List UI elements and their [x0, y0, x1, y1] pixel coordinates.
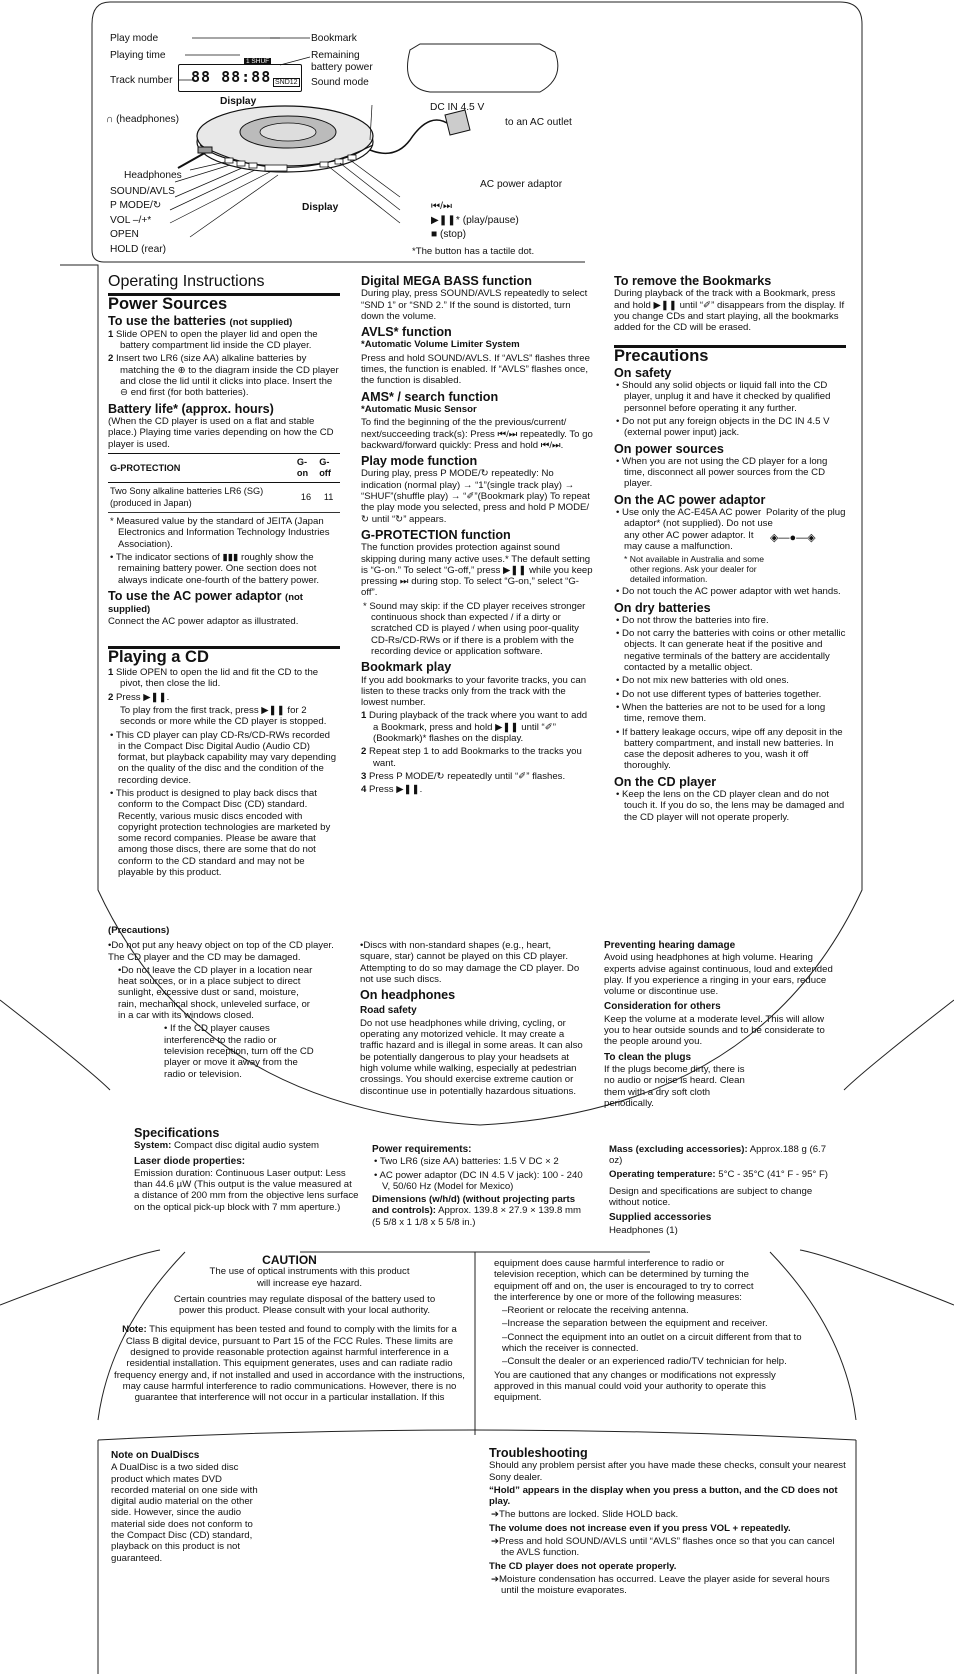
caution-heading: CAUTION — [262, 1253, 317, 1267]
headphones-heading: On headphones — [360, 988, 456, 1003]
power-req-item: • Two LR6 (size AA) batteries: 1.5 V DC × 2 — [374, 1156, 559, 1168]
mass — [609, 1144, 839, 1167]
ams-subtitle: *Automatic Music Sensor — [361, 403, 477, 415]
safety-item-text: Do not put any foreign objects in the DC IN 4.5 V (external power input) jack. — [622, 415, 830, 439]
battery-step-2-text: Insert two LR6 (size AA) alkaline batteries by matching the ⊕ to the diagram inside the CD player and close the lid until it clicks into place. Insert the ⊖ end first (for both batteries). — [116, 353, 339, 399]
design-note: Design and specifications are subject to change without notice. — [609, 1185, 813, 1209]
play-mode-heading: Play mode function — [361, 454, 478, 469]
use-batteries-heading — [108, 313, 340, 328]
ams-heading: AMS* / search function — [361, 389, 499, 404]
safety-heading: On safety — [614, 365, 672, 380]
specs-system — [134, 1140, 359, 1151]
others-heading: Consideration for others — [604, 1001, 721, 1013]
ac-adaptor-sub-heading: On the AC power adaptor — [614, 492, 766, 507]
play-step-1-text: Slide OPEN to open the lid and fit the CD to the pivot, then close the lid. — [116, 667, 319, 690]
hearing-heading: Preventing hearing damage — [604, 940, 736, 951]
clean-plugs-text: If the plugs become dirty, there is no audio or noise is heard. Clean them with a dry soft cloth periodically. — [604, 1063, 745, 1109]
ac-adaptor-title: To use the AC power adaptor — [108, 588, 282, 603]
prec-location: •Do not leave the CD player in a location near heat sources, or in a place subject to direct sunlight, excessive dust or sand, moisture, rain, mechanical shock, unleveled surface, or in a car with its windows closed. — [118, 964, 313, 1022]
battery-life-table — [108, 453, 340, 513]
play-step-1: 1 Slide OPEN to open the lid and fit the CD to the pivot, then close the lid. — [108, 667, 319, 690]
fcc-measure: –Consult the dealer or an experienced radio/TV technician for help. — [502, 1356, 787, 1368]
fcc-note-text: This equipment has been tested and found to comply with the limits for a Class B digital device, pursuant to Part 15 of the FCC Rules. These limits are designed to provide reasonable protection against harmful interference in a residential installation. This equipment generates, uses and can radiate radio frequency energy and, if not installed and used in accordance with the instructions, may cause harmful interference to radio communications. However, there is no guarantee that interference will not occur in a particular installation. If this — [114, 1324, 465, 1404]
power-item-text: When you are not using the CD player for a long time, disconnect all power sources from the CD player. — [622, 455, 828, 490]
precautions-continued-left — [108, 925, 338, 1082]
hearing-text: Avoid using headphones at high volume. Hearing experts advise against continuous, loud and extended play. If you experience a ringing in your ears, reduce volume or discontinue use. — [604, 952, 833, 998]
label-to-outlet: to an AC outlet — [505, 117, 572, 128]
table-header-cell: G-off — [317, 453, 340, 483]
dimensions-value: Approx. 139.8 × 27.9 × 139.8 mm (5 5/8 x 1 1/8 x 5 5/8 in.) — [372, 1205, 582, 1228]
temperature-value: 5°C - 35°C (41° F - 95° F) — [718, 1168, 829, 1180]
caution-right — [494, 1258, 814, 1406]
accessories-text: Headphones (1) — [609, 1224, 678, 1236]
others-text: Keep the volume at a moderate level. This will allow you to hear outside sounds and to be considerate to the people around you. — [604, 1013, 825, 1048]
bookmark-step-3-text: Press P MODE/↻ repeatedly until “✐” flashes. — [369, 770, 566, 782]
trouble-question: “Hold” appears in the display when you press a button, and the CD does not play. — [489, 1484, 838, 1508]
g-protection-text: The function provides protection against sound skipping during many active uses.* The default setting is “G-on.” To select “G-off,” press ▶❚❚ while you keep pressing ⏭ during stop. To select “G-on,” select “G-off”. — [361, 542, 593, 599]
trouble-answer: ➔Moisture condensation has occurred. Leave the player aside for several hours until the moisture evaporates. — [491, 1573, 830, 1597]
lcd-digits: 88 88:88 — [191, 68, 272, 86]
specs-left — [134, 1128, 359, 1215]
battery-item-text: If battery leakage occurs, wipe off any deposit in the battery compartment, and install new batteries. In case the deposit adheres to you, wash it off thoroughly. — [622, 726, 843, 772]
ac-item-text: Use only the AC-E45A AC power adaptor* (not supplied). Do not use any other AC power adaptor. It may cause a malfunction. — [622, 507, 773, 552]
table-cell: Two Sony alkaline batteries LR6 (SG) (produced in Japan) — [108, 483, 295, 513]
label-ac-adaptor: AC power adaptor — [480, 179, 563, 190]
table-header-cell: G-on — [295, 453, 317, 483]
precautions-label: (Precautions) — [108, 925, 170, 936]
polarity-label: Polarity of the plug — [766, 507, 846, 519]
cd-item: • Keep the lens on the CD player clean and do not touch it. If you do so, the lens may be damaged and the CD player will not operate properly. — [616, 788, 845, 823]
ac-item: • Do not touch the AC power adaptor with wet hands. — [616, 586, 841, 598]
power-req-item: • AC power adaptor (DC IN 4.5 V jack): 100 - 240 V, 50/60 Hz (Model for Mexico) — [374, 1169, 583, 1192]
polarity-icon: ◈—●—◈ — [770, 532, 816, 545]
fcc-measure: –Reorient or relocate the receiving antenna. — [502, 1305, 689, 1317]
power-item: • When you are not using the CD player for a long time, disconnect all power sources from the CD player. — [616, 455, 828, 490]
laser-text: Emission duration: Continuous Laser output: Less than 44.6 µW (This output is the value measured at a distance of 200 mm from the objective lens surface on the optical pick-up block with 7 mm aperture.) — [134, 1167, 359, 1213]
ac-item-text: Do not touch the AC power adaptor with wet hands. — [622, 586, 841, 598]
laser-heading: Laser diode properties: — [134, 1155, 246, 1167]
dualdisc-text: A DualDisc is a two sided disc product which mates DVD recorded material on one side with digital audio material on the other side. However, since the audio material side does not conform to the Compact Disc (CD) standard, playback on this product is not guaranteed. — [111, 1462, 258, 1564]
play-step-2b: To play from the first track, press ▶❚❚ for 2 seconds or more while the CD player is stopped. — [120, 704, 327, 728]
play-step-2: 2 Press ▶❚❚. — [108, 691, 170, 703]
caution-left — [112, 1255, 467, 1406]
label-track-number: Track number — [110, 75, 173, 86]
column-precautions — [614, 276, 846, 825]
bookmark-step-2-text: Repeat step 1 to add Bookmarks to the tracks you want. — [369, 746, 582, 769]
trouble-question: The CD player does not operate properly. — [489, 1560, 677, 1572]
cd-player-heading: On the CD player — [614, 774, 717, 789]
precautions-heading: Precautions — [614, 345, 846, 362]
power-req-heading: Power requirements: — [372, 1144, 472, 1155]
fcc-warning: You are cautioned that any changes or modifications not expressly approved in this manual could void your authority to operate this equipment. — [494, 1369, 776, 1404]
operating-title: Operating Instructions — [108, 273, 265, 290]
fcc-continued: equipment does cause harmful interference to radio or television reception, which can be determined by turning the equipment off and on, the user is encouraged to try to correct the interference by one or more of the following measures: — [494, 1258, 754, 1303]
specs-right — [609, 1144, 839, 1238]
prec-interference: • If the CD player causes interference to the radio or television reception, turn off the CD player or move it away from the radio or television. — [164, 1023, 314, 1080]
label-prev-next: ⏮/⏭ — [431, 201, 453, 212]
g-protection-note: * Sound may skip: if the CD player receives stronger continuous shock than expected / if a dirty or scratched CD is played / when using poor-quality CD-Rs/CD-RWs or if there is a problem with the recording device or application software. — [363, 600, 586, 657]
dimensions — [372, 1194, 592, 1228]
label-sound-mode: Sound mode — [311, 77, 369, 88]
p-mode-text: P MODE/ — [110, 200, 153, 211]
bookmark-step-3: 3 Press P MODE/↻ repeatedly until “✐” flashes. — [361, 770, 566, 782]
table-row — [108, 483, 340, 513]
headphones-jack-text: (headphones) — [116, 114, 180, 125]
table-cell: 11 — [317, 483, 340, 513]
battery-life-heading: Battery life* (approx. hours) — [108, 401, 274, 416]
caution-optical: The use of optical instruments with this product will increase eye hazard. — [209, 1266, 410, 1289]
copy-protect-note: • This product is designed to play back discs that conform to the Compact Disc (CD) standard. Recently, various music discs encoded with copyright protection technologies are marketed by some record companies. Please be aware that among those discs, there are some that do not conform to the CD standard and may not be playable by this product. — [110, 787, 331, 879]
power-sources-sub-heading: On power sources — [614, 441, 724, 456]
ac-footnote: * Not available in Australia and some other regions. Ask your dealer for detailed information. — [624, 554, 764, 585]
safety-item-text: Should any solid objects or liquid fall into the CD player, unplug it and have it checked by qualified personnel before operating it any further. — [622, 380, 831, 414]
label-vol: VOL –/+* — [110, 215, 152, 226]
battery-step-2: 2 Insert two LR6 (size AA) alkaline batteries by matching the ⊕ to the diagram inside the CD player and close the lid until it clicks into place. Insert the ⊖ end first (for both batteries). — [108, 353, 339, 399]
bookmark-step-4-text: Press ▶❚❚. — [369, 784, 423, 796]
playing-cd-heading: Playing a CD — [108, 646, 340, 663]
label-play-pause: ▶❚❚* (play/pause) — [431, 215, 519, 226]
battery-step-1-text: Slide OPEN to open the player lid and open the battery compartment lid inside the CD player. — [116, 328, 318, 352]
battery-item: • Do not carry the batteries with coins or other metallic objects. It can generate heat if the positive and negative terminals of the battery are accidentally contacted by a metallic object. — [616, 628, 846, 674]
battery-item-text: When the batteries are not to be used for a long time, remove them. — [622, 701, 826, 725]
road-safety-heading: Road safety — [360, 1005, 417, 1017]
accessories-heading: Supplied accessories — [609, 1212, 712, 1224]
remove-bookmarks-heading: To remove the Bookmarks — [614, 274, 772, 288]
specs-system-value: Compact disc digital audio system — [174, 1140, 320, 1152]
headphones-jack-label — [106, 114, 179, 125]
battery-life-text: (When the CD player is used on a flat and stable place.) Playing time varies depending on how the CD player is used. — [108, 415, 334, 450]
dimensions-label: Dimensions (w/h/d) (without projecting parts and controls): — [372, 1194, 576, 1217]
troubleshooting-intro: Should any problem persist after you have made these checks, consult your nearest Sony dealer. — [489, 1460, 846, 1483]
tactile-note: *The button has a tactile dot. — [412, 246, 535, 257]
battery-step-1: 1 Slide OPEN to open the player lid and open the battery compartment lid inside the CD player. — [108, 328, 318, 352]
label-headphones: Headphones — [124, 170, 182, 181]
bookmark-heading: Bookmark play — [361, 660, 452, 675]
bookmark-step-2: 2 Repeat step 1 to add Bookmarks to the tracks you want. — [361, 746, 582, 769]
specs-middle — [372, 1144, 592, 1230]
cdr-note: • This CD player can play CD-Rs/CD-RWs recorded in the Compact Disc Digital Audio (Audio CD) format, but playback capability may vary depending on the quality of the disc and the condition of the recording device. — [110, 729, 337, 786]
mega-bass-heading: Digital MEGA BASS function — [361, 274, 532, 288]
jeita-note: * Measured value by the standard of JEITA (Japan Electronics and Information Technology Industries Association). — [110, 516, 330, 550]
battery-item: • If battery leakage occurs, wipe off any deposit in the battery compartment, and install new batteries. In case the deposit adheres to you, wash it off thoroughly. — [616, 726, 843, 772]
mega-bass-text: During play, press SOUND/AVLS repeatedly to select “SND 1” or “SND 2.” If the sound is distorted, turn down the volume. — [361, 288, 588, 322]
temperature-label: Operating temperature: — [609, 1168, 716, 1180]
label-playing-time: Playing time — [110, 50, 166, 61]
column-functions — [361, 276, 593, 797]
ac-adaptor-heading — [108, 588, 340, 616]
ac-adaptor-block — [614, 507, 846, 584]
table-header-cell: G-PROTECTION — [108, 453, 295, 483]
label-bookmark: Bookmark — [311, 33, 357, 44]
label-dc-in: DC IN 4.5 V — [430, 102, 485, 113]
table-header-row — [108, 453, 340, 483]
ac-adaptor-text: Connect the AC power adaptor as illustrated. — [108, 616, 299, 628]
display-label: Display — [220, 96, 257, 107]
fcc-measure: –Connect the equipment into an outlet on a circuit different from that to which the receiver is connected. — [502, 1331, 802, 1355]
trouble-answer: ➔Press and hold SOUND/AVLS until “AVLS” flashes once so that you can cancel the AVLS function. — [491, 1536, 835, 1559]
temperature — [609, 1169, 839, 1180]
dualdisc-note — [111, 1450, 261, 1566]
battery-item-text: Do not carry the batteries with coins or other metallic objects. It can generate heat if the positive and negative terminals of the battery are accidentally contacted by a metallic object. — [622, 628, 846, 674]
label-battery-power: battery power — [311, 62, 373, 73]
battery-item-text: Do not use different types of batteries together. — [622, 688, 822, 700]
troubleshooting-heading: Troubleshooting — [489, 1446, 588, 1460]
lcd-sound-indicator: SND12 — [275, 79, 298, 86]
troubleshooting — [489, 1448, 847, 1599]
battery-item: • When the batteries are not to be used for a long time, remove them. — [616, 701, 826, 725]
label-sound-avls: SOUND/AVLS — [110, 186, 175, 197]
display-label-2: Display — [302, 202, 339, 213]
mass-label: Mass (excluding accessories): — [609, 1144, 748, 1155]
label-remaining: Remaining — [311, 50, 360, 61]
bookmark-text: If you add bookmarks to your favorite tracks, you can listen to these tracks only from the track with the lowest number. — [361, 674, 587, 709]
use-batteries-note: (not supplied) — [229, 316, 293, 328]
indicator-note: • The indicator sections of ▮▮▮ roughly show the remaining battery power. One section does not always indicate one-fourth of the battery power. — [110, 551, 320, 586]
remove-bookmarks-text: During playback of the track with a Bookmark, press and hold ▶❚❚ until “✐” disappears from the display. If you change CDs and start playing, all the bookmarks added for the CD will be erased. — [614, 288, 845, 334]
label-p-mode — [110, 200, 161, 211]
battery-item-text: Do not throw the batteries into fire. — [622, 614, 769, 626]
dry-batteries-heading: On dry batteries — [614, 600, 711, 615]
repeat-icon: ↻ — [152, 200, 162, 211]
battery-item-text: Do not mix new batteries with old ones. — [622, 675, 789, 687]
headphones-icon: ∩ — [106, 114, 117, 125]
ac-item: • Use only the AC-E45A AC power adaptor* (not supplied). Do not use any other AC power adaptor. It may cause a malfunction. — [616, 507, 773, 552]
ac-adaptor-note: (not supplied) — [108, 591, 303, 616]
label-hold: HOLD (rear) — [110, 244, 167, 255]
battery-item: • Do not use different types of batteries together. — [616, 688, 822, 700]
battery-item: • Do not throw the batteries into fire. — [616, 614, 769, 626]
power-sources-heading: Power Sources — [108, 293, 340, 310]
avls-subtitle: *Automatic Volume Limiter System — [361, 339, 520, 351]
caution-battery: Certain countries may regulate disposal of the battery used to power this product. Please consult with your local authority. — [173, 1293, 436, 1317]
specs-system-label: System: — [134, 1140, 172, 1152]
cdr-note-text: This CD player can play CD-Rs/CD-RWs recorded in the Compact Disc Digital Audio (Audio CD) format, but playback capability may vary depending on the quality of the disc and the condition of the recording device. — [115, 729, 337, 786]
trouble-answer: ➔The buttons are locked. Slide HOLD back. — [491, 1509, 679, 1521]
label-stop: ■ (stop) — [431, 229, 467, 240]
column-operating — [108, 273, 340, 880]
fcc-note-label: Note: — [122, 1324, 147, 1336]
dualdisc-heading: Note on DualDiscs — [111, 1450, 200, 1461]
specs-heading: Specifications — [134, 1126, 220, 1140]
trouble-question: The volume does not increase even if you press VOL + repeatedly. — [489, 1522, 791, 1534]
mass-value: Approx.188 g (6.7 oz) — [609, 1144, 827, 1167]
play-step-2-text: Press ▶❚❚. — [116, 691, 170, 703]
prec-heavy-object: •Do not put any heavy object on top of the CD player. The CD player and the CD may be damaged. — [108, 940, 334, 963]
battery-item: • Do not mix new batteries with old ones. — [616, 675, 789, 687]
avls-heading: AVLS* function — [361, 325, 452, 340]
fcc-note — [112, 1318, 467, 1403]
bookmark-step-4: 4 Press ▶❚❚. — [361, 784, 423, 796]
fcc-measure: –Increase the separation between the equipment and receiver. — [502, 1318, 768, 1330]
bookmark-step-1: 1 During playback of the track where you want to add a Bookmark, press and hold ▶❚❚ until “✐” (Bookmark)* flashes on the display. — [361, 710, 588, 744]
clean-plugs-heading: To clean the plugs — [604, 1051, 692, 1063]
bookmark-step-1-text: During playback of the track where you want to add a Bookmark, press and hold ▶❚❚ until “✐” (Bookmark)* flashes on the display. — [369, 710, 588, 744]
label-open: OPEN — [110, 229, 139, 240]
label-play-mode: Play mode — [110, 33, 159, 44]
avls-text: Press and hold SOUND/AVLS. If “AVLS” flashes three times, the function is enabled. If “AVLS” flashes once, the function is disabled. — [361, 352, 590, 387]
ams-text: To find the beginning of the the previous/current/ next/succeeding track(s): Press ⏮/⏭ repeatedly. To go backward/forward quickly: Press and hold ⏮/⏭. — [361, 417, 593, 451]
copy-protect-note-text: This product is designed to play back discs that conform to the Compact Disc (CD) standard. Recently, various music discs encoded with copyright protection technologies are marketed by some record companies. Please be aware that among those discs, there are some that do not conform to the CD standard and may not be playable by this product. — [115, 787, 331, 879]
prec-nonstandard-discs: •Discs with non-standard shapes (e.g., heart, square, star) cannot be played on this CD player. Attempting to do so may damage the CD player. Do not use such discs. — [360, 940, 580, 985]
safety-item: • Do not put any foreign objects in the DC IN 4.5 V (external power input) jack. — [616, 415, 830, 439]
lcd-shuf-indicator: 1 SHUF — [246, 58, 270, 65]
g-protection-heading: G-PROTECTION function — [361, 527, 511, 542]
safety-item: • Should any solid objects or liquid fall into the CD player, unplug it and have it checked by qualified personnel before operating it any further. — [616, 380, 831, 414]
play-mode-text: During play, press P MODE/↻ repeatedly: No indication (normal play) → “1”(single track play) → “SHUF”(shuffle play) → “✐”(Bookmark play) To repeat the play mode you selected, press and hold P MODE/↻ until “↻” appears. — [361, 468, 590, 525]
road-safety-text: Do not use headphones while driving, cycling, or operating any motorized vehicle. It may create a traffic hazard and is illegal in some areas. It can also be potentially dangerous to play your headsets at high volume while walking, especially at pedestrian crossings. You should exercise extreme caution or discontinue use in potentially hazardous situations. — [360, 1017, 583, 1097]
precautions-continued-right — [604, 940, 836, 1111]
use-batteries-text: To use the batteries — [108, 313, 227, 328]
cd-item-text: Keep the lens on the CD player clean and do not touch it. If you do so, the lens may be damaged and the CD player will not operate properly. — [622, 788, 845, 823]
precautions-continued-middle — [360, 940, 585, 1099]
table-cell: 16 — [295, 483, 317, 513]
